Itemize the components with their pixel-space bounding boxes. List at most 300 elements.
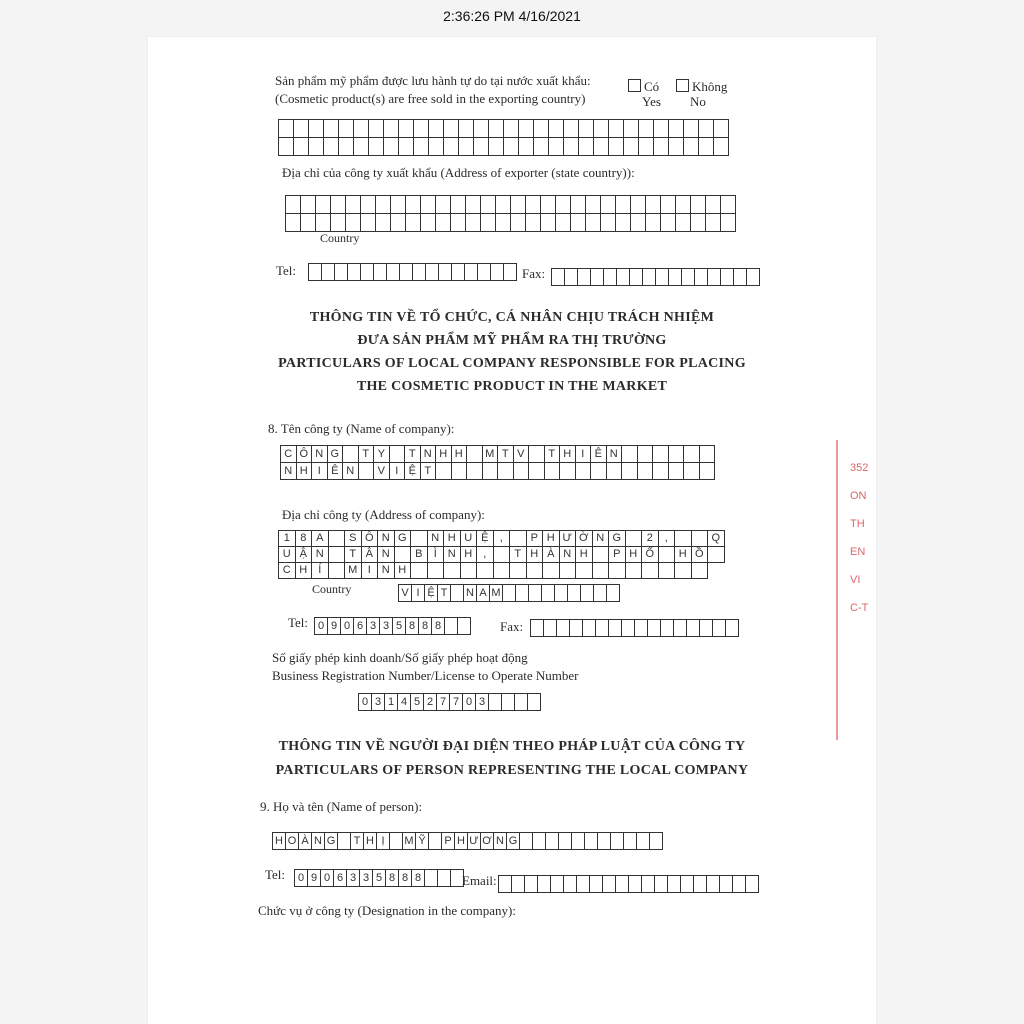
grid-cell[interactable]: P xyxy=(442,833,455,850)
grid-cell[interactable]: T xyxy=(510,547,527,563)
grid-cell[interactable] xyxy=(681,876,694,893)
grid-cell[interactable]: Ồ xyxy=(692,547,709,563)
grid-cell[interactable]: 7 xyxy=(437,694,450,711)
grid-cell[interactable] xyxy=(466,196,481,214)
grid-cell[interactable] xyxy=(650,833,663,850)
grid-cell[interactable] xyxy=(527,563,544,579)
grid-cell[interactable] xyxy=(329,531,346,547)
grid-cell[interactable]: 2 xyxy=(642,531,659,547)
grid-cell[interactable] xyxy=(699,138,714,156)
grid-cell[interactable] xyxy=(369,138,384,156)
grid-cell[interactable]: T xyxy=(405,446,421,463)
grid-cell[interactable] xyxy=(426,264,439,281)
no-checkbox[interactable] xyxy=(676,79,689,92)
grid-cell[interactable] xyxy=(458,618,471,635)
grid-cell[interactable] xyxy=(286,196,301,214)
grid-cell[interactable] xyxy=(570,620,583,637)
grid-cell[interactable]: N xyxy=(494,833,507,850)
grid-cell[interactable] xyxy=(445,618,458,635)
grid-cell[interactable]: 9 xyxy=(308,870,321,887)
exporter-address-grid[interactable] xyxy=(285,195,736,232)
grid-cell[interactable] xyxy=(504,264,517,281)
company-country-field[interactable] xyxy=(398,584,620,602)
grid-cell[interactable] xyxy=(691,214,706,232)
grid-cell[interactable] xyxy=(571,196,586,214)
grid-cell[interactable]: Ơ xyxy=(481,833,494,850)
grid-cell[interactable] xyxy=(556,196,571,214)
grid-cell[interactable] xyxy=(555,585,568,602)
grid-cell[interactable] xyxy=(617,269,630,286)
grid-cell[interactable] xyxy=(721,196,736,214)
grid-cell[interactable] xyxy=(329,563,346,579)
grid-cell[interactable] xyxy=(607,463,623,480)
grid-cell[interactable] xyxy=(494,563,511,579)
grid-cell[interactable] xyxy=(348,264,361,281)
grid-cell[interactable] xyxy=(542,585,555,602)
grid-cell[interactable]: 2 xyxy=(424,694,437,711)
person-name-field[interactable] xyxy=(272,832,663,850)
grid-cell[interactable]: 8 xyxy=(419,618,432,635)
grid-cell[interactable] xyxy=(675,531,692,547)
grid-cell[interactable] xyxy=(520,833,533,850)
grid-cell[interactable] xyxy=(616,196,631,214)
exporter-fax-field[interactable] xyxy=(551,268,760,286)
yes-checkbox[interactable] xyxy=(628,79,641,92)
product-name-grid[interactable] xyxy=(278,119,729,156)
grid-cell[interactable]: C xyxy=(281,446,297,463)
grid-cell[interactable] xyxy=(637,833,650,850)
grid-cell[interactable] xyxy=(659,563,676,579)
grid-cell[interactable]: 0 xyxy=(295,870,308,887)
grid-cell[interactable] xyxy=(721,214,736,232)
grid-cell[interactable] xyxy=(549,120,564,138)
grid-cell[interactable] xyxy=(478,264,491,281)
grid-cell[interactable] xyxy=(655,876,668,893)
grid-cell[interactable] xyxy=(436,214,451,232)
grid-cell[interactable] xyxy=(720,876,733,893)
grid-cell[interactable]: A xyxy=(477,585,490,602)
grid-cell[interactable] xyxy=(747,269,760,286)
grid-cell[interactable] xyxy=(669,269,682,286)
grid-cell[interactable] xyxy=(483,463,499,480)
person-tel-field[interactable] xyxy=(294,869,464,887)
grid-cell[interactable] xyxy=(653,463,669,480)
grid-cell[interactable] xyxy=(586,196,601,214)
grid-cell[interactable] xyxy=(699,120,714,138)
grid-cell[interactable] xyxy=(526,196,541,214)
grid-cell[interactable]: 0 xyxy=(315,618,328,635)
grid-cell[interactable]: 7 xyxy=(450,694,463,711)
grid-cell[interactable]: 3 xyxy=(347,870,360,887)
grid-cell[interactable] xyxy=(459,120,474,138)
grid-cell[interactable] xyxy=(544,620,557,637)
grid-cell[interactable]: N xyxy=(607,446,623,463)
grid-cell[interactable] xyxy=(384,120,399,138)
grid-cell[interactable]: 8 xyxy=(399,870,412,887)
grid-cell[interactable]: H xyxy=(297,463,313,480)
grid-cell[interactable]: H xyxy=(452,446,468,463)
grid-cell[interactable] xyxy=(481,214,496,232)
grid-cell[interactable] xyxy=(346,196,361,214)
grid-cell[interactable] xyxy=(339,120,354,138)
grid-cell[interactable]: N xyxy=(378,547,395,563)
grid-cell[interactable] xyxy=(560,563,577,579)
grid-cell[interactable]: Ê xyxy=(591,446,607,463)
grid-cell[interactable] xyxy=(707,876,720,893)
grid-cell[interactable] xyxy=(692,531,709,547)
grid-cell[interactable]: À xyxy=(543,547,560,563)
grid-cell[interactable] xyxy=(466,214,481,232)
grid-cell[interactable] xyxy=(642,563,659,579)
grid-cell[interactable] xyxy=(601,214,616,232)
grid-cell[interactable] xyxy=(414,120,429,138)
grid-cell[interactable] xyxy=(557,620,570,637)
grid-cell[interactable] xyxy=(609,138,624,156)
grid-cell[interactable]: N xyxy=(428,531,445,547)
grid-cell[interactable] xyxy=(309,120,324,138)
grid-cell[interactable] xyxy=(413,264,426,281)
grid-cell[interactable] xyxy=(565,269,578,286)
grid-cell[interactable] xyxy=(329,547,346,563)
grid-cell[interactable] xyxy=(691,196,706,214)
grid-cell[interactable] xyxy=(294,138,309,156)
grid-cell[interactable]: H xyxy=(436,446,452,463)
grid-cell[interactable] xyxy=(684,463,700,480)
grid-cell[interactable]: À xyxy=(299,833,312,850)
grid-cell[interactable] xyxy=(643,269,656,286)
company-name-grid[interactable] xyxy=(280,445,715,480)
grid-cell[interactable] xyxy=(494,547,511,563)
grid-cell[interactable] xyxy=(421,196,436,214)
grid-cell[interactable] xyxy=(576,563,593,579)
grid-cell[interactable]: 8 xyxy=(386,870,399,887)
grid-cell[interactable]: N xyxy=(312,833,325,850)
grid-cell[interactable] xyxy=(694,876,707,893)
grid-cell[interactable] xyxy=(585,833,598,850)
grid-cell[interactable]: P xyxy=(527,531,544,547)
grid-cell[interactable] xyxy=(529,463,545,480)
grid-cell[interactable] xyxy=(676,196,691,214)
grid-cell[interactable] xyxy=(338,833,351,850)
grid-cell[interactable]: 4 xyxy=(398,694,411,711)
grid-cell[interactable] xyxy=(624,120,639,138)
grid-cell[interactable]: H xyxy=(527,547,544,563)
grid-cell[interactable] xyxy=(581,585,594,602)
grid-cell[interactable] xyxy=(491,264,504,281)
exporter-tel-field[interactable] xyxy=(308,263,517,281)
grid-cell[interactable] xyxy=(346,214,361,232)
grid-cell[interactable] xyxy=(661,214,676,232)
grid-cell[interactable] xyxy=(684,446,700,463)
grid-cell[interactable] xyxy=(603,876,616,893)
grid-cell[interactable] xyxy=(591,463,607,480)
grid-cell[interactable]: H xyxy=(395,563,412,579)
grid-cell[interactable]: 5 xyxy=(393,618,406,635)
grid-cell[interactable]: Ố xyxy=(642,547,659,563)
grid-cell[interactable] xyxy=(601,196,616,214)
grid-cell[interactable]: Ư xyxy=(468,833,481,850)
grid-cell[interactable] xyxy=(706,214,721,232)
grid-cell[interactable] xyxy=(512,876,525,893)
grid-cell[interactable] xyxy=(376,196,391,214)
grid-cell[interactable] xyxy=(428,563,445,579)
grid-cell[interactable] xyxy=(451,585,464,602)
license-number-field[interactable] xyxy=(358,693,541,711)
grid-cell[interactable] xyxy=(390,833,403,850)
grid-cell[interactable] xyxy=(444,120,459,138)
grid-cell[interactable]: 8 xyxy=(432,618,445,635)
grid-cell[interactable]: Ì xyxy=(428,547,445,563)
grid-cell[interactable]: 3 xyxy=(367,618,380,635)
grid-cell[interactable]: 5 xyxy=(373,870,386,887)
grid-cell[interactable] xyxy=(504,120,519,138)
grid-cell[interactable]: , xyxy=(494,531,511,547)
grid-cell[interactable] xyxy=(560,463,576,480)
grid-cell[interactable]: Ệ xyxy=(477,531,494,547)
grid-cell[interactable]: 3 xyxy=(372,694,385,711)
grid-cell[interactable]: M xyxy=(403,833,416,850)
grid-cell[interactable]: 8 xyxy=(296,531,313,547)
grid-cell[interactable]: H xyxy=(444,531,461,547)
grid-cell[interactable] xyxy=(515,694,528,711)
grid-cell[interactable]: , xyxy=(477,547,494,563)
grid-cell[interactable]: H xyxy=(675,547,692,563)
grid-cell[interactable]: I xyxy=(412,585,425,602)
grid-cell[interactable] xyxy=(421,214,436,232)
grid-cell[interactable]: N xyxy=(312,446,328,463)
grid-cell[interactable] xyxy=(489,138,504,156)
grid-cell[interactable] xyxy=(609,563,626,579)
grid-cell[interactable]: I xyxy=(312,463,328,480)
grid-cell[interactable]: G xyxy=(328,446,344,463)
grid-cell[interactable] xyxy=(559,833,572,850)
grid-cell[interactable] xyxy=(436,463,452,480)
grid-cell[interactable]: H xyxy=(576,547,593,563)
grid-cell[interactable] xyxy=(331,214,346,232)
grid-cell[interactable]: Ư xyxy=(560,531,577,547)
grid-cell[interactable] xyxy=(489,120,504,138)
grid-cell[interactable]: 3 xyxy=(476,694,489,711)
grid-cell[interactable] xyxy=(516,585,529,602)
grid-cell[interactable] xyxy=(533,833,546,850)
grid-cell[interactable]: N xyxy=(560,547,577,563)
grid-cell[interactable] xyxy=(726,620,739,637)
grid-cell[interactable] xyxy=(635,620,648,637)
grid-cell[interactable] xyxy=(593,547,610,563)
grid-cell[interactable]: M xyxy=(345,563,362,579)
grid-cell[interactable] xyxy=(590,876,603,893)
company-address-grid[interactable] xyxy=(278,530,725,579)
grid-cell[interactable]: B xyxy=(411,547,428,563)
grid-cell[interactable]: N xyxy=(343,463,359,480)
grid-cell[interactable] xyxy=(519,120,534,138)
grid-cell[interactable] xyxy=(692,563,709,579)
grid-cell[interactable]: T xyxy=(359,446,375,463)
grid-cell[interactable] xyxy=(335,264,348,281)
grid-cell[interactable]: Ờ xyxy=(576,531,593,547)
grid-cell[interactable] xyxy=(638,446,654,463)
grid-cell[interactable] xyxy=(525,876,538,893)
grid-cell[interactable]: M xyxy=(483,446,499,463)
grid-cell[interactable]: 0 xyxy=(321,870,334,887)
grid-cell[interactable] xyxy=(593,563,610,579)
grid-cell[interactable] xyxy=(571,214,586,232)
grid-cell[interactable] xyxy=(609,120,624,138)
grid-cell[interactable] xyxy=(444,138,459,156)
grid-cell[interactable]: T xyxy=(545,446,561,463)
grid-cell[interactable] xyxy=(324,120,339,138)
grid-cell[interactable]: Í xyxy=(312,563,329,579)
grid-cell[interactable] xyxy=(406,214,421,232)
grid-cell[interactable]: G xyxy=(507,833,520,850)
grid-cell[interactable] xyxy=(391,196,406,214)
grid-cell[interactable]: P xyxy=(609,547,626,563)
grid-cell[interactable] xyxy=(474,120,489,138)
grid-cell[interactable] xyxy=(642,876,655,893)
grid-cell[interactable] xyxy=(733,876,746,893)
grid-cell[interactable] xyxy=(624,833,637,850)
grid-cell[interactable] xyxy=(675,563,692,579)
grid-cell[interactable] xyxy=(477,563,494,579)
grid-cell[interactable]: H xyxy=(461,547,478,563)
grid-cell[interactable]: 8 xyxy=(406,618,419,635)
grid-cell[interactable]: G xyxy=(609,531,626,547)
grid-cell[interactable] xyxy=(467,463,483,480)
grid-cell[interactable] xyxy=(639,120,654,138)
grid-cell[interactable] xyxy=(616,214,631,232)
grid-cell[interactable]: 3 xyxy=(380,618,393,635)
grid-cell[interactable] xyxy=(646,196,661,214)
grid-cell[interactable] xyxy=(674,620,687,637)
grid-cell[interactable] xyxy=(714,138,729,156)
grid-cell[interactable]: N xyxy=(281,463,297,480)
grid-cell[interactable] xyxy=(531,620,544,637)
grid-cell[interactable] xyxy=(411,563,428,579)
grid-cell[interactable] xyxy=(526,214,541,232)
grid-cell[interactable]: H xyxy=(364,833,377,850)
grid-cell[interactable] xyxy=(708,269,721,286)
grid-cell[interactable]: A xyxy=(312,531,329,547)
grid-cell[interactable]: H xyxy=(626,547,643,563)
grid-cell[interactable]: T xyxy=(498,446,514,463)
grid-cell[interactable]: T xyxy=(438,585,451,602)
grid-cell[interactable] xyxy=(706,196,721,214)
grid-cell[interactable] xyxy=(568,585,581,602)
grid-cell[interactable]: O xyxy=(286,833,299,850)
grid-cell[interactable] xyxy=(594,138,609,156)
grid-cell[interactable] xyxy=(354,120,369,138)
grid-cell[interactable] xyxy=(594,585,607,602)
grid-cell[interactable]: N xyxy=(444,547,461,563)
grid-cell[interactable]: H xyxy=(273,833,286,850)
grid-cell[interactable] xyxy=(543,563,560,579)
grid-cell[interactable] xyxy=(578,269,591,286)
grid-cell[interactable]: H xyxy=(543,531,560,547)
grid-cell[interactable]: 1 xyxy=(279,531,296,547)
grid-cell[interactable] xyxy=(438,870,451,887)
grid-cell[interactable] xyxy=(695,269,708,286)
grid-cell[interactable] xyxy=(556,214,571,232)
grid-cell[interactable] xyxy=(552,269,565,286)
grid-cell[interactable] xyxy=(654,138,669,156)
grid-cell[interactable] xyxy=(684,120,699,138)
grid-cell[interactable] xyxy=(519,138,534,156)
grid-cell[interactable] xyxy=(474,138,489,156)
grid-cell[interactable] xyxy=(286,214,301,232)
grid-cell[interactable] xyxy=(708,547,725,563)
grid-cell[interactable]: Ô xyxy=(297,446,313,463)
grid-cell[interactable] xyxy=(629,876,642,893)
grid-cell[interactable]: V xyxy=(399,585,412,602)
grid-cell[interactable] xyxy=(322,264,335,281)
company-tel-field[interactable] xyxy=(314,617,471,635)
grid-cell[interactable] xyxy=(534,138,549,156)
grid-cell[interactable] xyxy=(586,214,601,232)
grid-cell[interactable]: V xyxy=(514,446,530,463)
grid-cell[interactable] xyxy=(654,120,669,138)
grid-cell[interactable] xyxy=(734,269,747,286)
grid-cell[interactable] xyxy=(498,463,514,480)
grid-cell[interactable] xyxy=(611,833,624,850)
grid-cell[interactable] xyxy=(676,214,691,232)
grid-cell[interactable]: H xyxy=(296,563,313,579)
grid-cell[interactable] xyxy=(746,876,759,893)
grid-cell[interactable]: 1 xyxy=(385,694,398,711)
grid-cell[interactable] xyxy=(534,120,549,138)
grid-cell[interactable] xyxy=(510,563,527,579)
grid-cell[interactable] xyxy=(511,196,526,214)
grid-cell[interactable] xyxy=(499,876,512,893)
grid-cell[interactable] xyxy=(279,138,294,156)
grid-cell[interactable] xyxy=(646,214,661,232)
grid-cell[interactable] xyxy=(503,585,516,602)
grid-cell[interactable] xyxy=(639,138,654,156)
grid-cell[interactable] xyxy=(684,138,699,156)
grid-cell[interactable] xyxy=(631,214,646,232)
grid-cell[interactable]: 0 xyxy=(341,618,354,635)
grid-cell[interactable] xyxy=(576,463,592,480)
grid-cell[interactable] xyxy=(626,531,643,547)
grid-cell[interactable] xyxy=(687,620,700,637)
grid-cell[interactable] xyxy=(452,463,468,480)
grid-cell[interactable]: 8 xyxy=(412,870,425,887)
grid-cell[interactable]: Y xyxy=(374,446,390,463)
grid-cell[interactable] xyxy=(721,269,734,286)
grid-cell[interactable]: Ê xyxy=(328,463,344,480)
grid-cell[interactable] xyxy=(669,138,684,156)
grid-cell[interactable] xyxy=(529,585,542,602)
grid-cell[interactable]: 3 xyxy=(360,870,373,887)
grid-cell[interactable] xyxy=(444,563,461,579)
grid-cell[interactable] xyxy=(406,196,421,214)
grid-cell[interactable] xyxy=(577,876,590,893)
grid-cell[interactable] xyxy=(339,138,354,156)
grid-cell[interactable]: Â xyxy=(362,547,379,563)
grid-cell[interactable] xyxy=(301,214,316,232)
grid-cell[interactable]: Ệ xyxy=(405,463,421,480)
grid-cell[interactable] xyxy=(359,463,375,480)
no-option[interactable] xyxy=(676,79,727,95)
grid-cell[interactable]: S xyxy=(345,531,362,547)
grid-cell[interactable] xyxy=(399,120,414,138)
grid-cell[interactable] xyxy=(661,196,676,214)
grid-cell[interactable] xyxy=(669,463,685,480)
grid-cell[interactable]: G xyxy=(325,833,338,850)
grid-cell[interactable] xyxy=(301,196,316,214)
grid-cell[interactable] xyxy=(369,120,384,138)
grid-cell[interactable] xyxy=(648,620,661,637)
grid-cell[interactable] xyxy=(700,463,716,480)
